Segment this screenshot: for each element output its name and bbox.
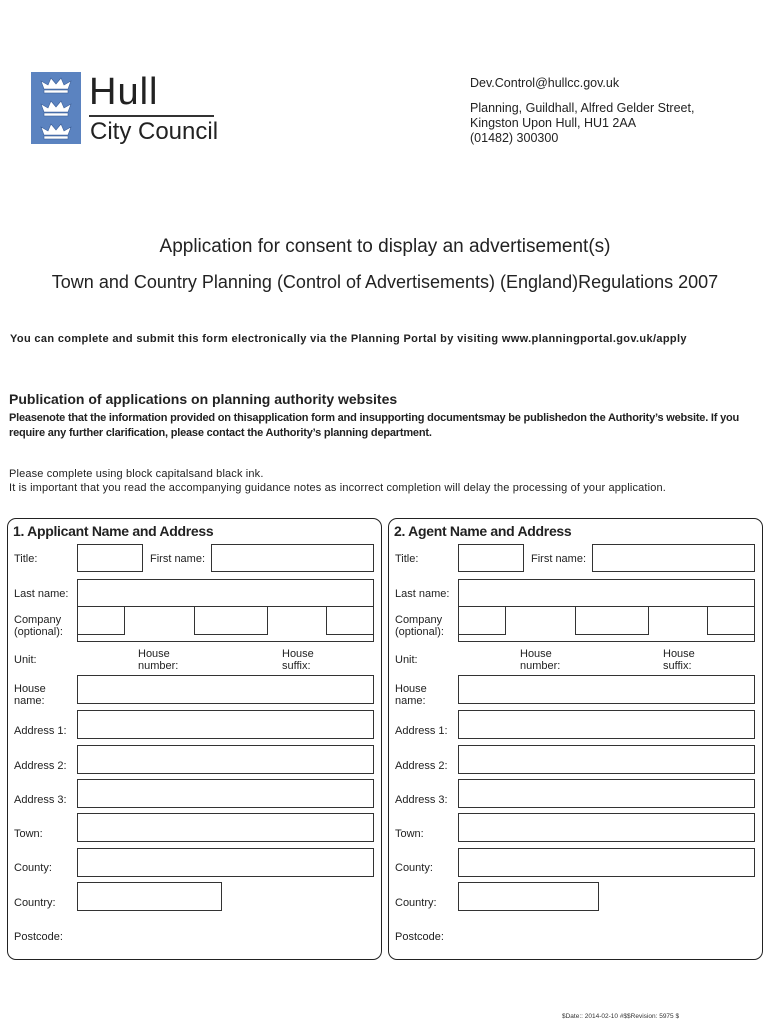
applicant-house-suffix-label: House	[282, 648, 314, 660]
applicant-address3-field[interactable]	[77, 779, 374, 808]
applicant-country-label: Country:	[14, 897, 56, 909]
applicant-last-name-label: Last name:	[14, 588, 69, 600]
applicant-town-label: Town:	[14, 828, 43, 840]
revision-footer: $Date:: 2014-02-10 #$$Revision: 5975 $	[562, 1013, 680, 1020]
agent-country-field[interactable]	[458, 882, 599, 911]
applicant-address2-label: Address 2:	[14, 760, 67, 772]
form-regulation: Town and Country Planning (Control of Advertisements) (England)Regulations 2007	[51, 272, 719, 292]
agent-postcode-label: Postcode:	[395, 931, 444, 943]
applicant-house-name-label-2: name:	[14, 695, 45, 707]
agent-unit-label: Unit:	[395, 654, 418, 666]
agent-county-field[interactable]	[458, 848, 755, 877]
agent-address1-field[interactable]	[458, 710, 755, 739]
applicant-house-number-label: House	[138, 648, 170, 660]
online-submission-note: You can complete and submit this form electronically via the Planning Portal by visiting www.planningportal.gov.uk/apply	[10, 333, 687, 345]
applicant-last-name-field[interactable]	[77, 579, 374, 607]
agent-address2-label: Address 2:	[395, 760, 448, 772]
publication-heading: Publication of applications on planning authority websites	[9, 391, 398, 407]
applicant-county-field[interactable]	[77, 848, 374, 877]
agent-company-label-optional: (optional):	[395, 626, 444, 638]
agent-house-suffix-label-2: suffix:	[663, 660, 692, 672]
agent-house-name-label-2: name:	[395, 695, 426, 707]
agent-unit-field[interactable]	[458, 606, 506, 635]
form-title: Application for consent to display an advertisement(s)	[159, 236, 611, 257]
applicant-house-number-field[interactable]	[194, 606, 268, 635]
instruction-line-1: Please complete using block capitalsand black ink.	[9, 468, 264, 480]
agent-first-name-field[interactable]	[592, 544, 755, 572]
crowns-emblem-icon	[31, 72, 81, 144]
applicant-first-name-field[interactable]	[211, 544, 374, 572]
applicant-unit-label: Unit:	[14, 654, 37, 666]
applicant-house-number-label-2: number:	[138, 660, 179, 672]
applicant-house-name-label: House	[14, 683, 46, 695]
agent-title-label: Title:	[395, 553, 419, 565]
applicant-country-field[interactable]	[77, 882, 222, 911]
publication-text: Pleasenote that the information provided on thisapplication form and insupporting documentsmay be publishedon the Authority’s website. If you require any further clarification, please contact the Authority’s planning department.	[9, 412, 740, 439]
agent-address3-label: Address 3:	[395, 794, 448, 806]
applicant-house-name-field[interactable]	[77, 675, 374, 704]
agent-house-name-field[interactable]	[458, 675, 755, 704]
applicant-section-title: 1. Applicant Name and Address	[13, 523, 214, 539]
applicant-town-field[interactable]	[77, 813, 374, 842]
agent-house-number-label-2: number:	[520, 660, 561, 672]
contact-address-line2: Kingston Upon Hull, HU1 2AA	[470, 116, 637, 130]
agent-address2-field[interactable]	[458, 745, 755, 774]
agent-address1-label: Address 1:	[395, 725, 448, 737]
applicant-company-label-optional: (optional):	[14, 626, 63, 638]
agent-county-label: County:	[395, 862, 433, 874]
applicant-address1-label: Address 1:	[14, 725, 67, 737]
contact-address-line1: Planning, Guildhall, Alfred Gelder Street,	[470, 101, 695, 115]
applicant-address1-field[interactable]	[77, 710, 374, 739]
applicant-house-suffix-field[interactable]	[326, 606, 374, 635]
agent-house-suffix-field[interactable]	[707, 606, 755, 635]
agent-house-suffix-label: House	[663, 648, 695, 660]
agent-house-number-field[interactable]	[575, 606, 649, 635]
agent-company-label: Company	[395, 614, 443, 626]
applicant-house-suffix-label-2: suffix:	[282, 660, 311, 672]
council-logo-emblem	[31, 72, 81, 144]
applicant-address2-field[interactable]	[77, 745, 374, 774]
applicant-address3-label: Address 3:	[14, 794, 67, 806]
agent-address3-field[interactable]	[458, 779, 755, 808]
applicant-first-name-label: First name:	[150, 553, 206, 565]
logo-text-city-council: City Council	[90, 118, 219, 145]
agent-town-label: Town:	[395, 828, 424, 840]
agent-section-title: 2. Agent Name and Address	[394, 523, 572, 539]
agent-last-name-label: Last name:	[395, 588, 450, 600]
applicant-title-label: Title:	[14, 553, 38, 565]
logo-divider	[89, 115, 214, 117]
agent-last-name-field[interactable]	[458, 579, 755, 607]
agent-title-field[interactable]	[458, 544, 524, 572]
contact-email[interactable]: Dev.Control@hullcc.gov.uk	[470, 76, 620, 90]
applicant-unit-field[interactable]	[77, 606, 125, 635]
agent-country-label: Country:	[395, 897, 437, 909]
applicant-postcode-label: Postcode:	[14, 931, 63, 943]
applicant-company-label: Company	[14, 614, 62, 626]
agent-first-name-label: First name:	[531, 553, 587, 565]
contact-phone: (01482) 300300	[470, 131, 559, 145]
instruction-line-2: It is important that you read the accompanying guidance notes as incorrect completion will delay the processing of your application.	[9, 482, 666, 494]
applicant-title-field[interactable]	[77, 544, 143, 572]
agent-town-field[interactable]	[458, 813, 755, 842]
logo-text-hull: Hull	[89, 71, 159, 113]
agent-house-name-label: House	[395, 683, 427, 695]
agent-house-number-label: House	[520, 648, 552, 660]
applicant-county-label: County:	[14, 862, 52, 874]
